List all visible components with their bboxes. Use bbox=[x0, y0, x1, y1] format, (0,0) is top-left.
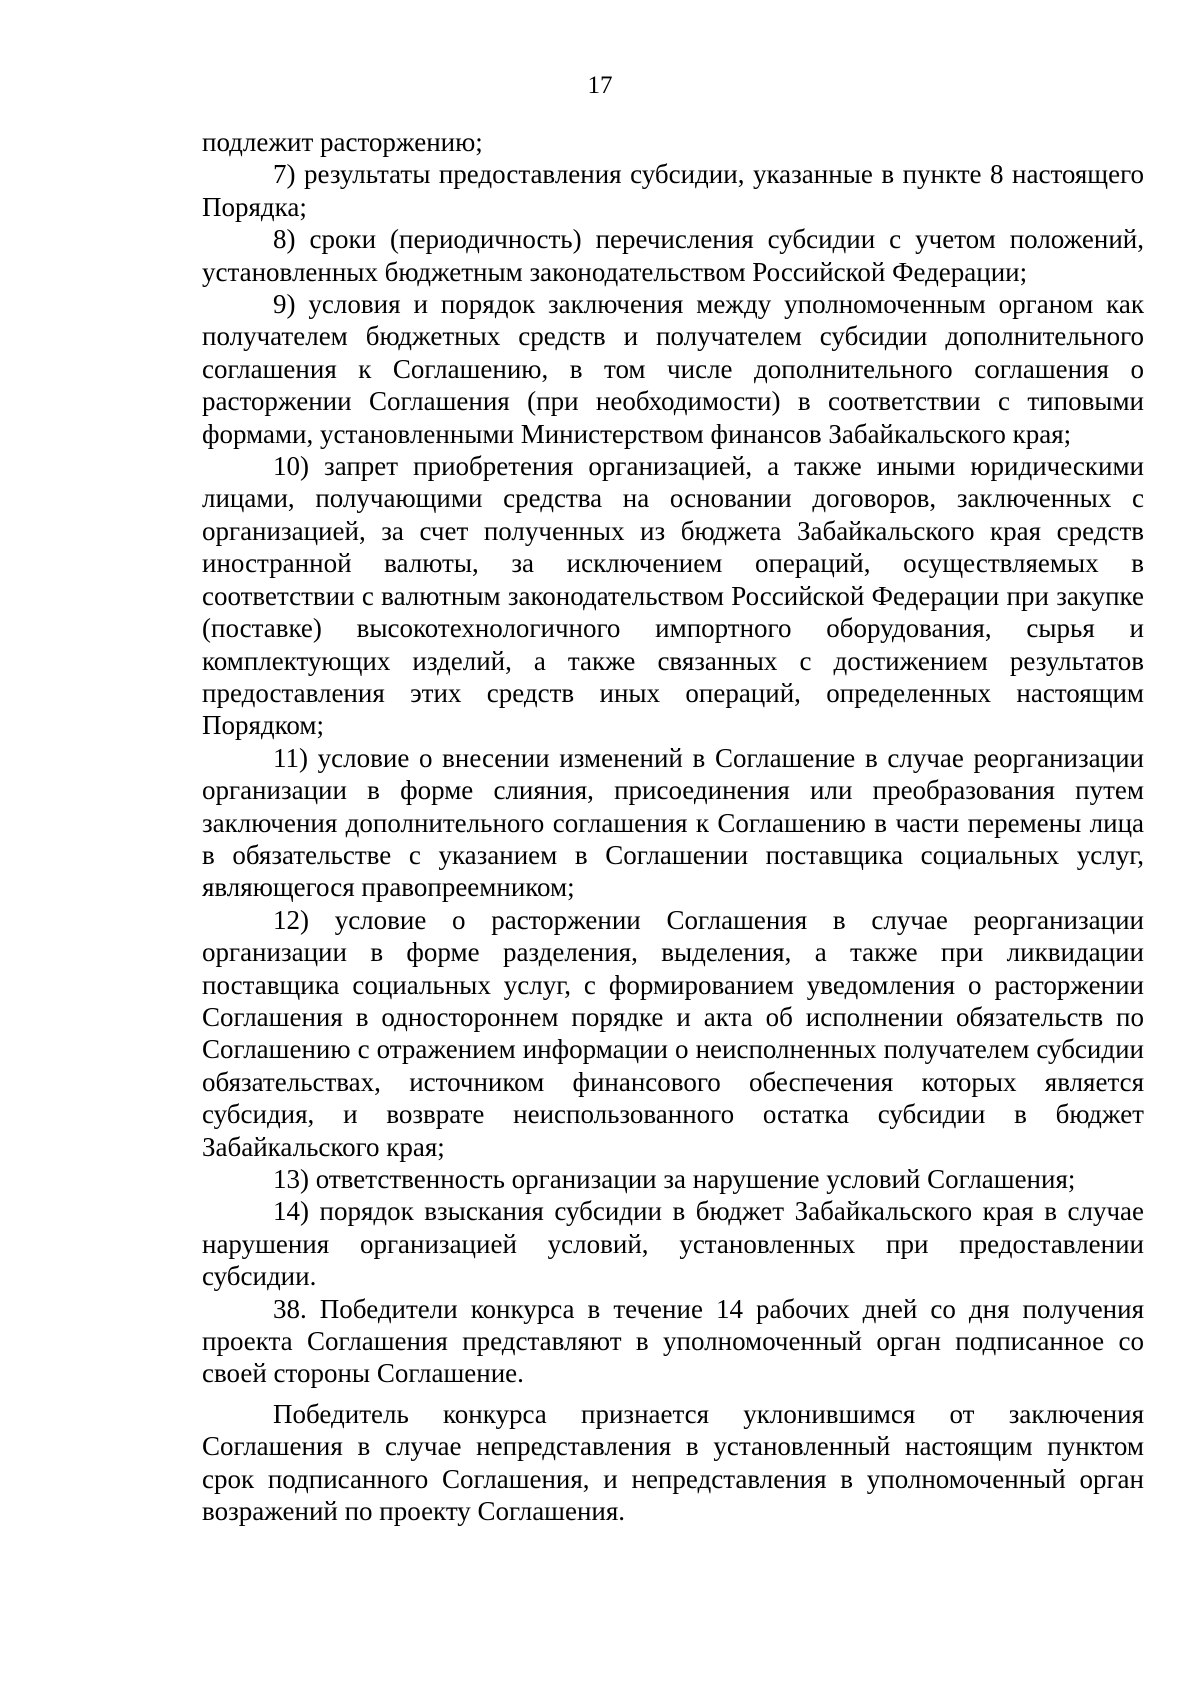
paragraph-winner-evasion: Победитель конкурса признается уклонившимся от заключения Соглашения в случае непредставления в установленный настоящим пунктом срок подписанного Соглашения, и непредставления в уполномоченный орган возражений по проекту Соглашения. bbox=[202, 1398, 1144, 1527]
paragraph-item-12: 12) условие о расторжении Соглашения в случае реорганизации организации в форме разделения, выделения, а также при ликвидации поставщика социальных услуг, с формированием уведомления о расторжении Соглашения в одностороннем порядке и акта об исполнении обязательств по Соглашению с отражением информации о неисполненных получателем субсидии обязательствах, источником финансового обеспечения которых является субсидия, и возврате неиспользованного остатка субсидии в бюджет Забайкальского края; bbox=[202, 904, 1144, 1162]
paragraph-item-9: 9) условия и порядок заключения между уполномоченным органом как получателем бюджетных средств и получателем субсидии дополнительного соглашения к Соглашению, в том числе дополнительного соглашения о расторжении Соглашения (при необходимости) в соответствии с типовыми формами, установленными Министерством финансов Забайкальского края; bbox=[202, 289, 1144, 449]
paragraph-item-11: 11) условие о внесении изменений в Соглашение в случае реорганизации организации в форме слияния, присоединения или преобразования путем заключения дополнительного соглашения к Соглашению в части перемены лица в обязательстве с указанием в Соглашении поставщика социальных услуг, являющегося правопреемником; bbox=[202, 742, 1144, 903]
paragraph-item-7: 7) результаты предоставления субсидии, указанные в пункте 8 настоящего Порядка; bbox=[202, 159, 1144, 222]
paragraph-continuation: подлежит расторжению; bbox=[202, 127, 483, 157]
page-number: 17 bbox=[587, 72, 613, 99]
paragraph-item-14: 14) порядок взыскания субсидии в бюджет Забайкальского края в случае нарушения организацией условий, установленных при предоставлении субсидии. bbox=[202, 1196, 1144, 1292]
paragraph-item-13: 13) ответственность организации за нарушение условий Соглашения; bbox=[273, 1164, 1076, 1194]
paragraph-clause-38: 38. Победители конкурса в течение 14 рабочих дней со дня получения проекта Соглашения представляют в уполномоченный орган подписанное со своей стороны Соглашение. bbox=[202, 1293, 1144, 1389]
paragraph-item-8: 8) сроки (периодичность) перечисления субсидии с учетом положений, установленных бюджетным законодательством Российской Федерации; bbox=[202, 224, 1144, 287]
document-body bbox=[202, 126, 1144, 1527]
paragraph-item-10: 10) запрет приобретения организацией, а также иными юридическими лицами, получающими средства на основании договоров, заключенных с организацией, за счет полученных из бюджета Забайкальского края средств иностранной валюты, за исключением операций, осуществляемых в соответствии с валютным законодательством Российской Федерации при закупке (поставке) высокотехнологичного импортного оборудования, сырья и комплектующих изделий, а также связанных с достижением результатов предоставления этих средств иных операций, определенных настоящим Порядком; bbox=[202, 451, 1144, 741]
